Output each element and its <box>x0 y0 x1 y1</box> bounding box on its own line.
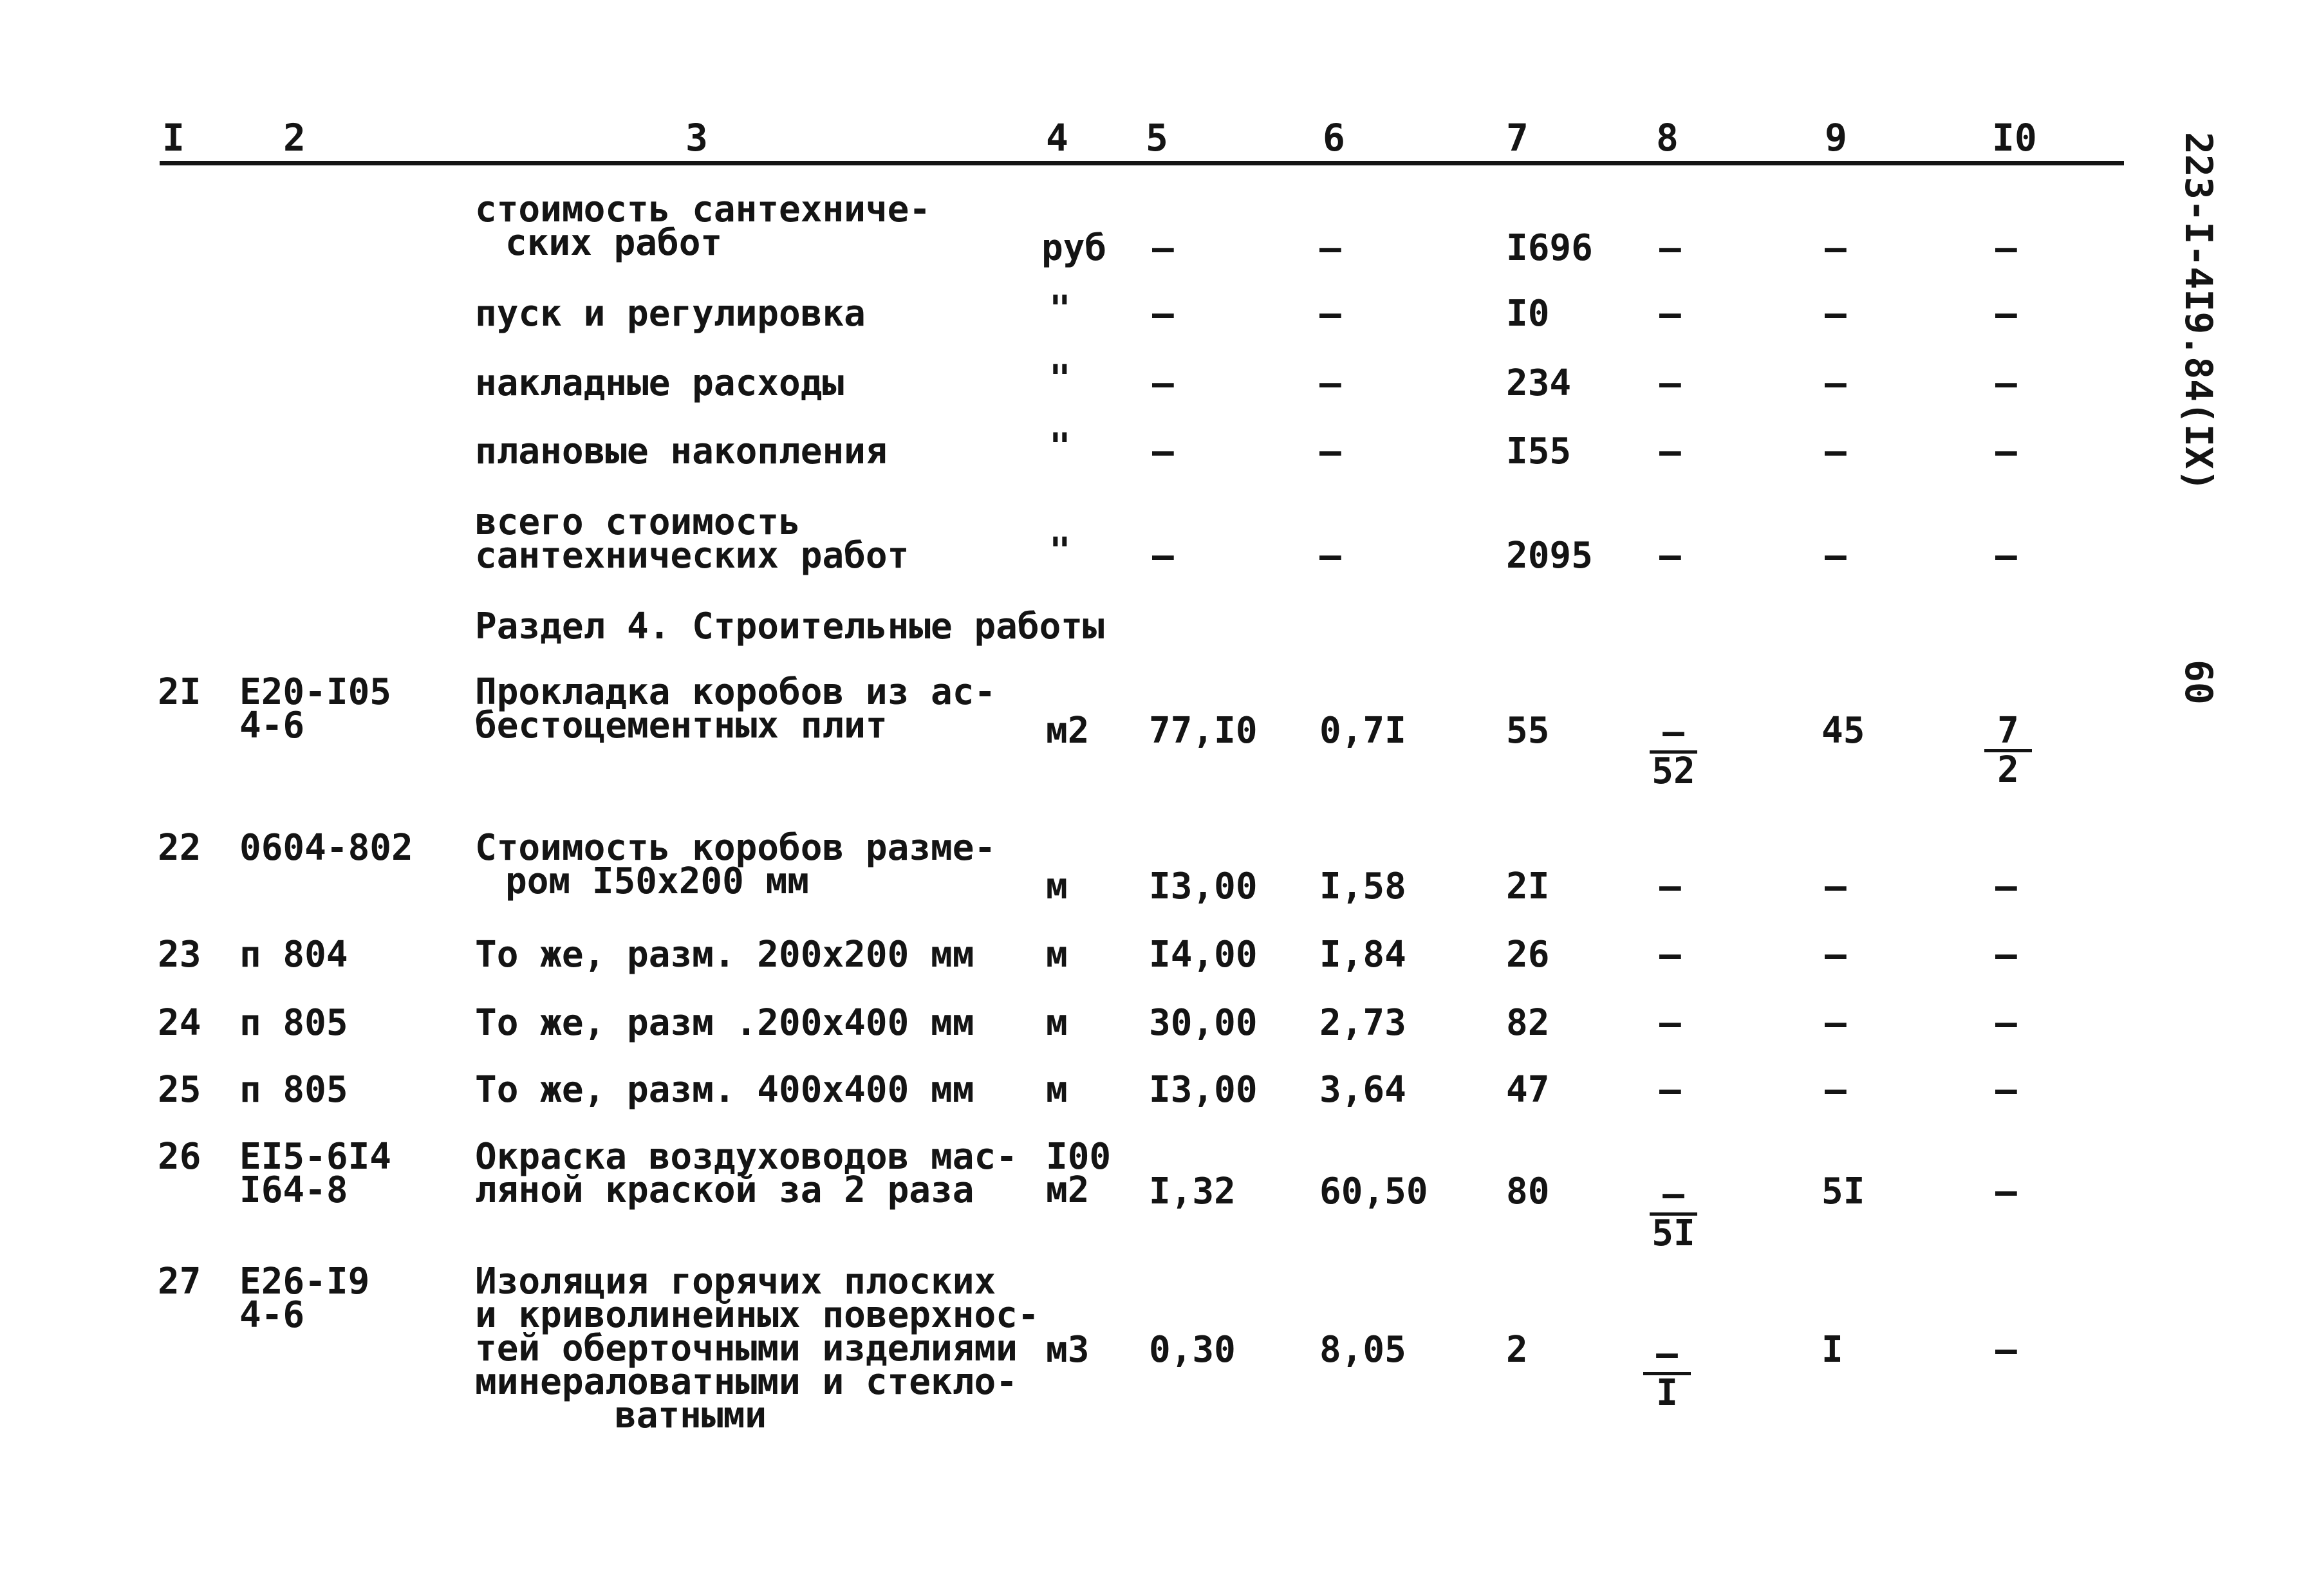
row-description-line: Стоимость коробов разме- <box>475 827 996 869</box>
row-number: 2I <box>158 671 201 713</box>
row-unit: м2 <box>1046 710 1090 752</box>
row-unit-price: I,84 <box>1319 934 1406 976</box>
row-description-line: То же, разм .200x400 мм <box>475 1002 974 1044</box>
row-col8: – <box>1659 431 1681 472</box>
row-unit-line: I00 <box>1046 1136 1112 1178</box>
row-col10: – <box>1995 431 2017 472</box>
row-code-line: п 804 <box>239 934 348 976</box>
row-col8-fraction <box>1644 1173 1702 1254</box>
row-unit-price: – <box>1319 535 1341 577</box>
row-unit-price: – <box>1319 293 1341 335</box>
row-quantity: – <box>1152 362 1174 404</box>
row-description-line: минераловатными и стекло- <box>475 1361 1018 1403</box>
row-description-line: плановые накопления <box>475 431 888 472</box>
row-description-line: То же, разм. 400x400 мм <box>475 1069 974 1111</box>
row-total: 26 <box>1506 934 1550 976</box>
row-col10: – <box>1995 934 2017 976</box>
row-col10: – <box>1995 362 2017 404</box>
row-col9: – <box>1825 431 1847 472</box>
row-quantity: – <box>1152 535 1174 577</box>
row-code-line: E26-I9 <box>239 1261 370 1303</box>
row-quantity: I3,00 <box>1149 1069 1258 1111</box>
row-description-line: бестоцементных плит <box>475 705 888 747</box>
row-unit-price: 8,05 <box>1319 1329 1406 1371</box>
row-code-line: I64-8 <box>239 1169 348 1211</box>
row-number: 27 <box>158 1261 201 1303</box>
row-total: 2 <box>1506 1329 1528 1371</box>
row-description-line: стоимость сантехниче- <box>475 189 931 230</box>
row-col9: – <box>1825 293 1847 335</box>
row-description-line: ляной краской за 2 раза <box>475 1169 974 1211</box>
fraction-bottom: 2 <box>1997 749 2019 791</box>
row-quantity: – <box>1152 431 1174 472</box>
col-header-2: 2 <box>283 116 306 160</box>
row-col9: 5I <box>1821 1171 1865 1212</box>
row-total: 47 <box>1506 1069 1550 1111</box>
row-unit: " <box>1049 288 1071 330</box>
row-unit: м <box>1046 1002 1068 1044</box>
row-total: 55 <box>1506 710 1550 752</box>
row-unit: м3 <box>1046 1329 1090 1371</box>
fraction-bottom: 5I <box>1652 1212 1695 1254</box>
row-description-line: То же, разм. 200x200 мм <box>475 934 974 976</box>
row-total: 2095 <box>1506 535 1593 577</box>
row-quantity: I,32 <box>1149 1171 1236 1212</box>
row-unit: " <box>1049 358 1071 400</box>
row-number: 26 <box>158 1136 201 1178</box>
row-unit-line: м2 <box>1046 1169 1090 1211</box>
document-code: 223-I-4I9.84(IX) <box>2177 132 2221 492</box>
row-col8: – <box>1659 866 1681 907</box>
section-heading: Раздел 4. Строительные работы <box>475 606 1104 647</box>
row-col8: – <box>1659 934 1681 976</box>
row-col10: – <box>1995 1329 2017 1371</box>
row-unit: " <box>1049 530 1071 572</box>
row-code-line: 4-6 <box>239 1294 305 1336</box>
row-total: I0 <box>1506 293 1550 335</box>
row-unit-price: – <box>1319 431 1341 472</box>
fraction-top: – <box>1662 711 1684 753</box>
row-total: 80 <box>1506 1171 1550 1212</box>
row-code-line: п 805 <box>239 1069 348 1111</box>
row-col10: – <box>1995 293 2017 335</box>
row-col10: – <box>1995 1002 2017 1044</box>
row-code-line: 4-6 <box>239 705 305 747</box>
row-total: I696 <box>1506 227 1593 269</box>
row-quantity: I3,00 <box>1149 866 1258 907</box>
row-description-line: и криволинейных поверхнос- <box>475 1294 1039 1336</box>
row-unit-price: – <box>1319 227 1341 269</box>
row-description-line: ватными <box>615 1395 767 1436</box>
row-col9: – <box>1825 934 1847 976</box>
col-header-3: 3 <box>685 116 708 160</box>
row-description-line: накладные расходы <box>475 362 844 404</box>
row-col8: – <box>1659 535 1681 577</box>
row-col9: 45 <box>1821 710 1865 752</box>
row-col9: – <box>1825 1069 1847 1111</box>
header-rule <box>160 161 2124 165</box>
row-unit-price: I,58 <box>1319 866 1406 907</box>
row-col9: – <box>1825 535 1847 577</box>
row-quantity: – <box>1152 293 1174 335</box>
row-col8: – <box>1659 227 1681 269</box>
row-col10: – <box>1995 866 2017 907</box>
fraction-top: 7 <box>1997 710 2019 752</box>
row-unit: м <box>1046 934 1068 976</box>
page-number: 60 <box>2177 660 2221 705</box>
col-header-4: 4 <box>1046 116 1068 160</box>
row-description-line: Изоляция горячих плоских <box>475 1261 996 1303</box>
row-quantity: 0,30 <box>1149 1329 1236 1371</box>
row-col8: – <box>1659 362 1681 404</box>
row-total: 2I <box>1506 866 1550 907</box>
row-number: 22 <box>158 827 201 869</box>
row-quantity: I4,00 <box>1149 934 1258 976</box>
row-description-line: всего стоимость <box>475 501 801 543</box>
row-col9: I <box>1821 1329 1843 1371</box>
col-header-6: 6 <box>1323 116 1345 160</box>
row-code-line: п 805 <box>239 1002 348 1044</box>
row-col9: – <box>1825 866 1847 907</box>
row-description-line: пуск и регулировка <box>475 293 866 335</box>
col-header-8: 8 <box>1656 116 1679 160</box>
col-header-10: I0 <box>1992 116 2037 160</box>
fraction-bottom: 52 <box>1652 750 1695 792</box>
row-description-line: тей оберточными изделиями <box>475 1328 1018 1369</box>
row-quantity: 77,I0 <box>1149 710 1258 752</box>
row-number: 23 <box>158 934 201 976</box>
row-col9: – <box>1825 1002 1847 1044</box>
row-col9: – <box>1825 362 1847 404</box>
row-unit-price: – <box>1319 362 1341 404</box>
row-unit-price: 0,7I <box>1319 710 1406 752</box>
fraction-top: – <box>1656 1333 1678 1375</box>
row-col8-fraction <box>1644 711 1702 792</box>
row-total: I55 <box>1506 431 1572 472</box>
row-description-line: Окраска воздуховодов мас- <box>475 1136 1018 1178</box>
row-description-line: сантехнических работ <box>475 535 909 577</box>
col-header-9: 9 <box>1825 116 1847 160</box>
row-col10: – <box>1995 227 2017 269</box>
row-number: 25 <box>158 1069 201 1111</box>
row-col10: – <box>1995 1171 2017 1212</box>
row-col10-fraction <box>1979 710 2037 791</box>
row-description-line: ских работ <box>505 222 723 264</box>
fraction-bottom: I <box>1656 1372 1678 1414</box>
row-col8: – <box>1659 293 1681 335</box>
row-col10: – <box>1995 535 2017 577</box>
row-unit: м <box>1046 866 1068 907</box>
row-code-line: E20-I05 <box>239 671 392 713</box>
row-unit-price: 60,50 <box>1319 1171 1428 1212</box>
row-unit: м <box>1046 1069 1068 1111</box>
row-col8: – <box>1659 1002 1681 1044</box>
row-quantity: – <box>1152 227 1174 269</box>
row-code-line: EI5-6I4 <box>239 1136 392 1178</box>
row-quantity: 30,00 <box>1149 1002 1258 1044</box>
row-number: 24 <box>158 1002 201 1044</box>
col-header-7: 7 <box>1506 116 1529 160</box>
col-header-5: 5 <box>1146 116 1168 160</box>
col-header-1: I <box>162 116 185 160</box>
row-col9: – <box>1825 227 1847 269</box>
row-col8-fraction <box>1638 1333 1696 1414</box>
row-unit-price: 2,73 <box>1319 1002 1406 1044</box>
row-total: 82 <box>1506 1002 1550 1044</box>
row-unit: руб <box>1041 227 1107 269</box>
row-col10: – <box>1995 1069 2017 1111</box>
row-unit: " <box>1049 426 1071 468</box>
row-col8: – <box>1659 1069 1681 1111</box>
row-unit-price: 3,64 <box>1319 1069 1406 1111</box>
row-description-line: Прокладка коробов из ас- <box>475 671 996 713</box>
row-total: 234 <box>1506 362 1572 404</box>
row-code-line: 0604-802 <box>239 827 413 869</box>
fraction-top: – <box>1662 1173 1684 1215</box>
row-description-line: ром I50x200 мм <box>505 860 810 902</box>
